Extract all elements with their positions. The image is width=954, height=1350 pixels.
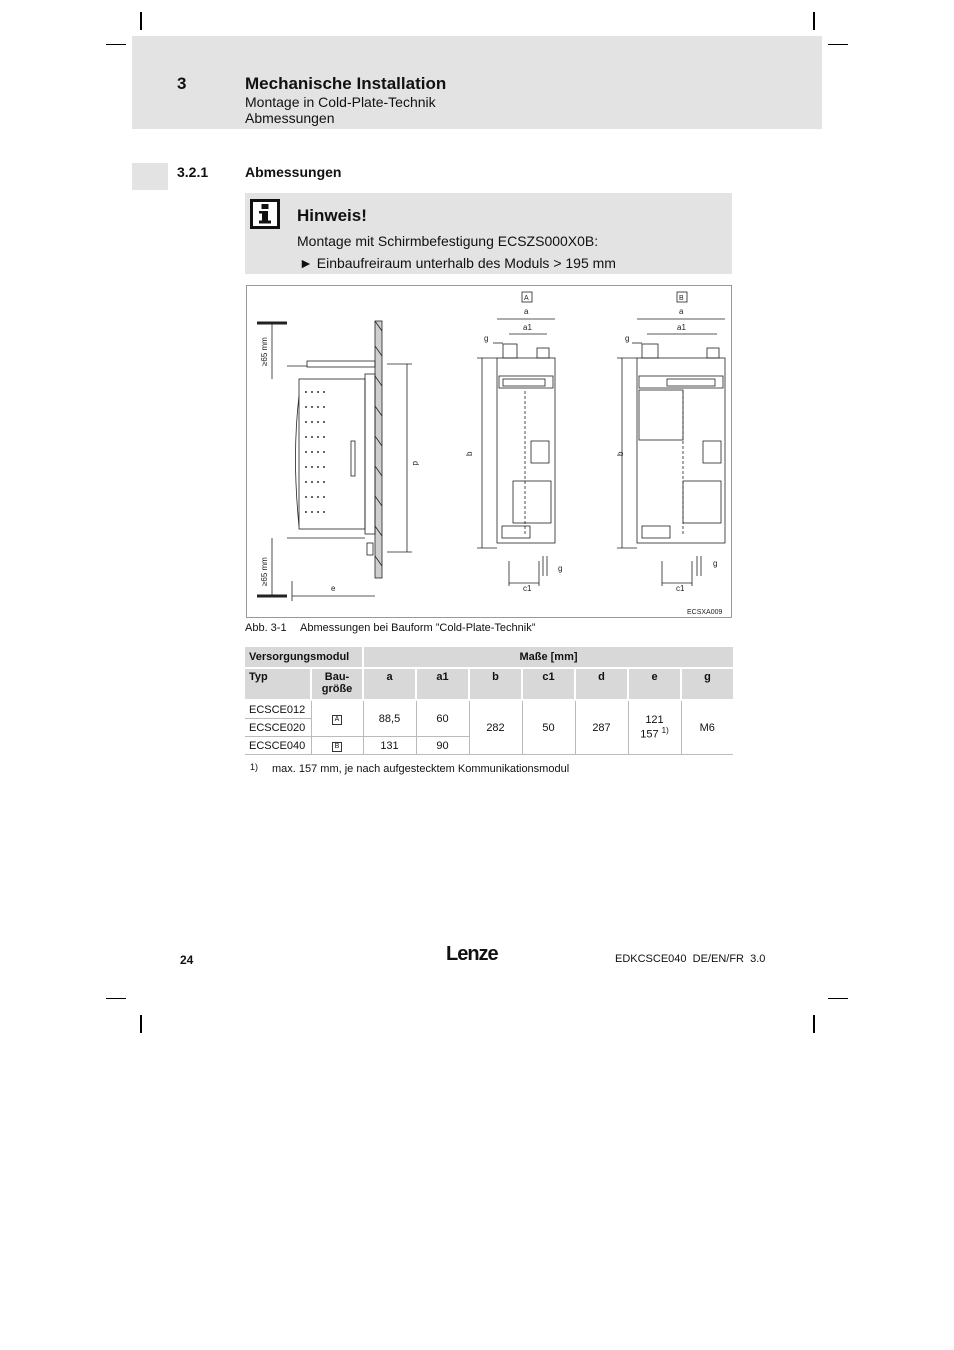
table-header-row bbox=[245, 668, 733, 700]
cell-a1-large: 90 bbox=[416, 737, 469, 755]
crop-mark bbox=[106, 998, 126, 999]
dimensions-table bbox=[245, 647, 733, 755]
label-g-view-a-top: g bbox=[484, 334, 489, 343]
header-c1: c1 bbox=[522, 668, 575, 700]
header-size: Bau- größe bbox=[311, 668, 363, 700]
front-view-b-drawing bbox=[617, 319, 725, 586]
crop-mark bbox=[140, 1015, 142, 1033]
note-title: Hinweis! bbox=[297, 206, 367, 225]
chapter-subtitle-1: Montage in Cold-Plate-Technik bbox=[245, 94, 436, 110]
crop-mark bbox=[140, 12, 142, 30]
dimension-figure bbox=[246, 285, 732, 618]
note-instruction: ► Einbaufreiraum unterhalb des Moduls > 195 mm bbox=[299, 255, 616, 271]
cell-g: M6 bbox=[681, 700, 733, 755]
document-id: EDKCSCE040 DE/EN/FR 3.0 bbox=[615, 953, 766, 965]
cell-e bbox=[628, 700, 681, 755]
label-b-view-b: b bbox=[616, 451, 625, 456]
cell-typ: ECSCE040 bbox=[245, 737, 311, 755]
section-marker bbox=[132, 163, 168, 190]
table-row bbox=[245, 700, 733, 719]
figure-caption-text: Abmessungen bei Bauform ”Cold-Plate-Technik” bbox=[300, 622, 536, 634]
header-typ: Typ bbox=[245, 668, 311, 700]
cell-e-value-2-number: 157 bbox=[640, 728, 659, 741]
label-a-view-b: a bbox=[679, 307, 684, 316]
header-b: b bbox=[469, 668, 522, 700]
view-b-label: B bbox=[679, 295, 684, 302]
header-a: a bbox=[363, 668, 416, 700]
crop-mark bbox=[828, 998, 848, 999]
label-b-view-a: b bbox=[465, 451, 474, 456]
cell-typ: ECSCE020 bbox=[245, 719, 311, 737]
label-g-view-a-bottom: g bbox=[558, 564, 563, 573]
cell-typ: ECSCE012 bbox=[245, 700, 311, 719]
size-a-marker: A bbox=[332, 715, 342, 725]
lenze-logo: Lenze bbox=[446, 943, 498, 965]
crop-mark bbox=[813, 12, 815, 30]
header-dimensions: Maße [mm] bbox=[363, 647, 733, 668]
header-supply-module: Versorgungsmodul bbox=[245, 647, 363, 668]
footnote-mark: 1) bbox=[250, 762, 259, 772]
label-a1-view-b: a1 bbox=[677, 323, 686, 332]
cell-c1: 50 bbox=[522, 700, 575, 755]
label-top-clearance: ≥65 mm bbox=[260, 337, 269, 366]
label-a1-view-a: a1 bbox=[523, 323, 532, 332]
header-a1: a1 bbox=[416, 668, 469, 700]
view-a-label: A bbox=[524, 295, 529, 302]
side-view-vent-pattern bbox=[305, 391, 325, 513]
cell-b: 282 bbox=[469, 700, 522, 755]
cell-e-value-2 bbox=[633, 726, 677, 741]
header-e: e bbox=[628, 668, 681, 700]
size-b-marker: B bbox=[332, 742, 342, 752]
label-e: e bbox=[331, 584, 336, 593]
cell-a-large: 131 bbox=[363, 737, 416, 755]
cell-size-a bbox=[311, 700, 363, 737]
label-d: d bbox=[411, 461, 420, 466]
figure-caption-label: Abb. 3-1 bbox=[245, 622, 287, 634]
cell-a1-small: 60 bbox=[416, 700, 469, 737]
note-text: Montage mit Schirmbefestigung ECSZS000X0B: bbox=[297, 233, 599, 249]
chapter-subtitle-2: Abmessungen bbox=[245, 110, 335, 126]
cell-e-footnote-ref: 1) bbox=[661, 726, 669, 736]
cell-a-small: 88,5 bbox=[363, 700, 416, 737]
info-icon bbox=[250, 199, 280, 229]
label-a-view-a: a bbox=[524, 307, 529, 316]
crop-mark bbox=[828, 44, 848, 45]
crop-mark bbox=[106, 44, 126, 45]
footnote-text: max. 157 mm, je nach aufgestecktem Kommunikationsmodul bbox=[272, 763, 570, 775]
header-d: d bbox=[575, 668, 628, 700]
chapter-title: Mechanische Installation bbox=[245, 74, 447, 93]
label-g-view-b-top: g bbox=[625, 334, 630, 343]
cell-e-value-1: 121 bbox=[645, 714, 664, 727]
figure-id: ECSXA009 bbox=[687, 609, 723, 616]
crop-mark bbox=[813, 1015, 815, 1033]
front-view-a-drawing bbox=[477, 319, 555, 586]
cell-d: 287 bbox=[575, 700, 628, 755]
chapter-number: 3 bbox=[177, 74, 187, 93]
table-header-row bbox=[245, 647, 733, 668]
label-c1-view-a: c1 bbox=[523, 584, 532, 593]
page-number: 24 bbox=[180, 953, 194, 967]
section-title: Abmessungen bbox=[245, 164, 342, 180]
header-g: g bbox=[681, 668, 733, 700]
side-view-drawing bbox=[257, 321, 412, 601]
section-number: 3.2.1 bbox=[177, 164, 209, 180]
label-bottom-clearance: ≥65 mm bbox=[260, 557, 269, 586]
label-g-view-b-bottom: g bbox=[713, 559, 718, 568]
cell-size-b bbox=[311, 737, 363, 755]
header-band bbox=[132, 36, 822, 129]
label-c1-view-b: c1 bbox=[676, 584, 685, 593]
